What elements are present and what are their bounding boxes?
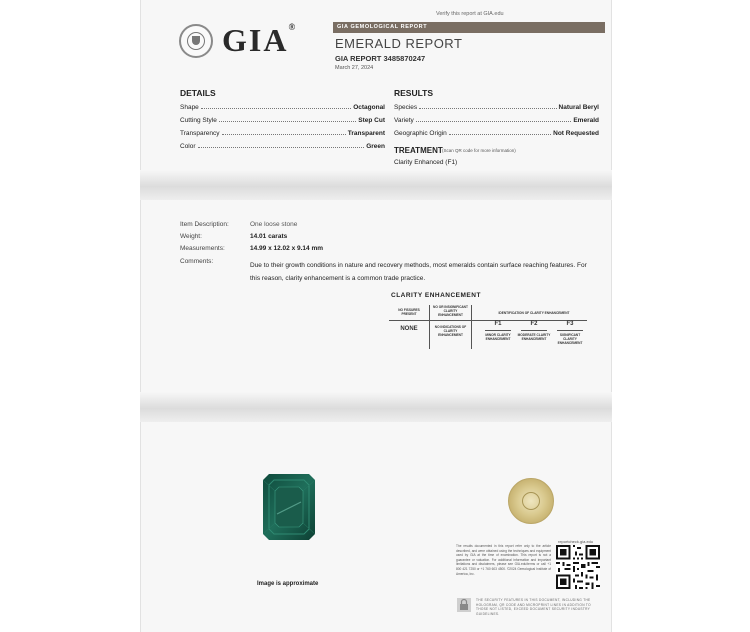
ce-col-identification: IDENTIFICATION OF CLARITY ENHANCEMENT xyxy=(498,311,570,315)
hologram-seal-icon xyxy=(508,478,554,524)
clarity-enhancement-table xyxy=(389,305,587,349)
item-value: 14.01 carats xyxy=(250,233,288,240)
report-banner: GIA GEMOLOGICAL REPORT xyxy=(333,22,605,33)
item-value: One loose stone xyxy=(250,221,298,228)
image-caption: Image is approximate xyxy=(257,581,319,587)
security-lock-icon xyxy=(457,598,471,612)
fine-print: The results documented in this report refer only to the article described, and were obtained using the techniques and equipment used by GIA at the time of examination. This report is not a guarantee or valuation. For additional information and important limitations and disclaimers, please see GIA.edu/terms or call +1 800 421 7250 or +1 760 603 4500. ©2024 Gemological Institute of America, Inc. xyxy=(456,544,551,576)
results-row: Variety Emerald xyxy=(394,117,599,124)
details-row: Transparency Transparent xyxy=(180,130,385,137)
treatment-note: (Scan QR code for more information) xyxy=(442,148,516,153)
report-title: EMERALD REPORT xyxy=(335,36,463,51)
ce-col-none: NO FISSURES PRESENT xyxy=(398,308,420,316)
results-heading: RESULTS xyxy=(394,88,434,98)
comments-text: Due to their growth conditions in nature and recovery methods, most emeralds contain surface reaching features. For this reason, clarity enhancement is a common trade practice. xyxy=(250,262,587,282)
gia-logo: GIA® xyxy=(222,22,298,58)
ce-level-desc: SIGNIFICANT CLARITY ENHANCEMENT xyxy=(557,333,583,345)
ce-level-code: F2 xyxy=(530,321,538,327)
results-row: Geographic Origin Not Requested xyxy=(394,130,599,137)
item-label: Item Description: xyxy=(180,221,229,228)
item-label: Weight: xyxy=(180,233,202,240)
security-text: THE SECURITY FEATURES IN THIS DOCUMENT, INCLUDING THE HOLOGRAM, QR CODE AND MICROPRINT LINES IN ADDITION TO THOSE NOT LISTED, EXCEED DOCUMENT SECURITY INDUSTRY GUIDELINES. xyxy=(476,598,591,616)
ce-col-no-enh: NO OR INSIGNIFICANT CLARITY ENHANCEMENT xyxy=(433,305,468,317)
fold-shadow xyxy=(140,392,612,422)
ce-none: NONE xyxy=(400,326,418,332)
ce-level-desc: MINOR CLARITY ENHANCEMENT xyxy=(485,333,511,341)
clarity-enhancement-title: CLARITY ENHANCEMENT xyxy=(391,292,481,299)
report-date: March 27, 2024 xyxy=(335,65,374,71)
item-label: Measurements: xyxy=(180,245,225,252)
report-number: GIA REPORT 3485870247 xyxy=(335,54,426,63)
results-row: Species Natural Beryl xyxy=(394,104,599,111)
ce-level-code: F3 xyxy=(566,321,574,327)
details-row: Cutting Style Step Cut xyxy=(180,117,385,124)
details-row: Shape Octagonal xyxy=(180,104,385,111)
ce-level-code: F1 xyxy=(494,321,502,327)
gia-seal-icon xyxy=(179,24,213,58)
item-label: Comments: xyxy=(180,258,214,265)
fold-shadow xyxy=(140,170,612,200)
details-heading: DETAILS xyxy=(180,88,216,98)
details-row: Color Green xyxy=(180,143,385,150)
item-value: 14.99 x 12.02 x 9.14 mm xyxy=(250,245,324,252)
qr-code-icon[interactable] xyxy=(556,545,600,589)
treatment-heading: TREATMENT xyxy=(394,146,443,155)
qr-url: reportcheck.gia.edu xyxy=(558,539,594,544)
verify-text: Verify this report at GIA.edu xyxy=(436,11,504,17)
ce-level-desc: MODERATE CLARITY ENHANCEMENT xyxy=(517,333,551,341)
treatment-value: Clarity Enhanced (F1) xyxy=(394,159,458,166)
ce-no-indications: NO INDICATIONS OF CLARITY ENHANCEMENT xyxy=(434,325,467,337)
emerald-stone-image xyxy=(263,474,315,540)
